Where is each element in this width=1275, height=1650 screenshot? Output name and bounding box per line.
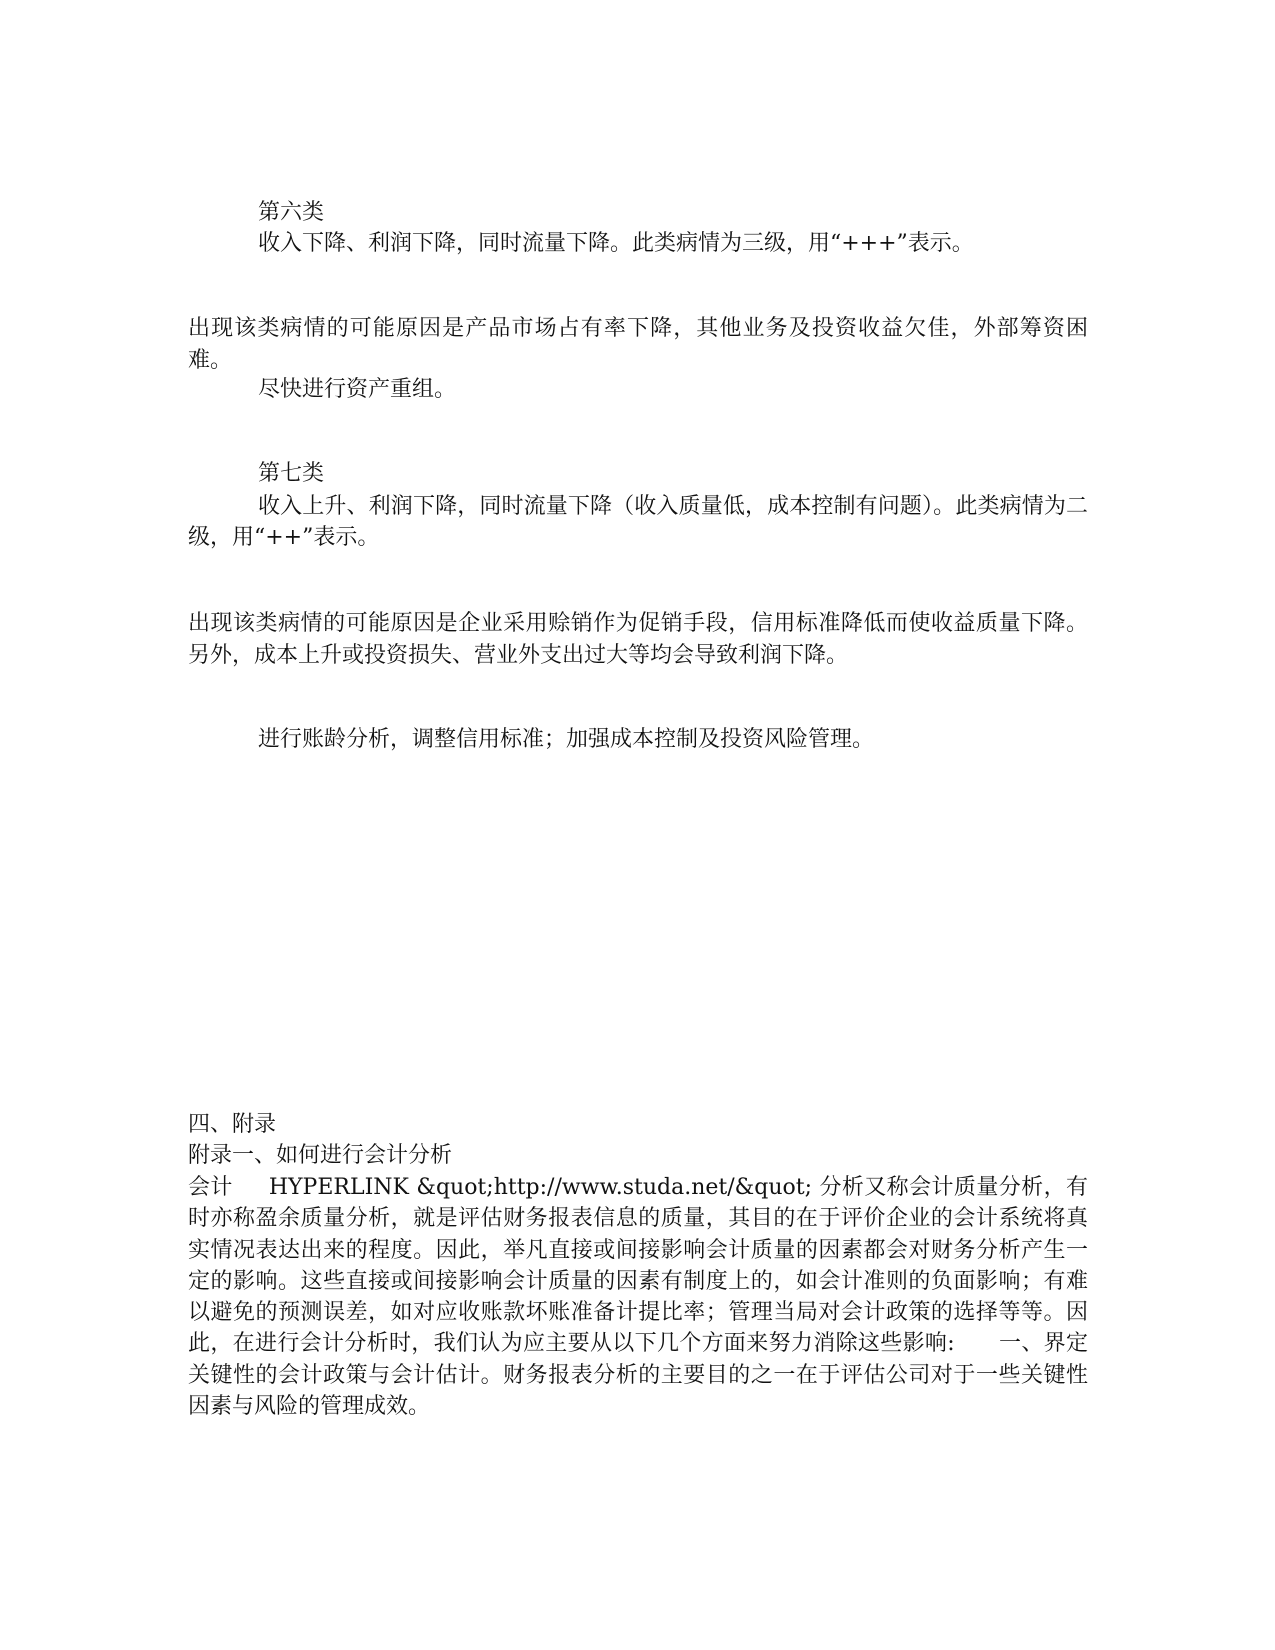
class6-remedy: 尽快进行资产重组。 bbox=[258, 377, 457, 402]
appendix-para-start: 会计 bbox=[188, 1175, 233, 1200]
appendix-subtitle: 附录一、如何进行会计分析 bbox=[188, 1143, 453, 1168]
hyperlink-field-code[interactable]: HYPERLINK &quot;http://www.studa.net/&quot; bbox=[268, 1175, 813, 1200]
class6-cause: 出现该类病情的可能原因是产品市场占有率下降，其他业务及投资收益欠佳，外部筹资困难。 bbox=[188, 316, 1088, 373]
appendix-para-body: 分析又称会计质量分析，有时亦称盈余质量分析，就是评估财务报表信息的质量，其目的在于评价企业的会计系统将真实情况表达出来的程度。因此，举凡直接或间接影响会计质量的因素都会对财务分析产生一定的影响。这些直接或间接影响会计质量的因素有制度上的，如会计准则的负面影响；有难以避免的预测误差，如对应收账款坏账准备计提比率；管理当局对会计政策的选择等等。因此，在进行会计分析时，我们认为应主要从以下几个方面来努力消除这些影响: bbox=[188, 1175, 1088, 1357]
appendix-para-tail: 一、界定关键性的会计政策与会计估计。财务报表分析的主要目的之一在于评估公司对于一些关键性因素与风险的管理成效。 bbox=[188, 1331, 1088, 1420]
class7-heading: 第七类 bbox=[258, 461, 325, 486]
class6-description: 收入下降、利润下降，同时流量下降。此类病情为三级，用“+++”表示。 bbox=[258, 231, 974, 256]
class6-heading: 第六类 bbox=[258, 200, 325, 225]
class7-description: 收入上升、利润下降，同时流量下降（收入质量低，成本控制有问题）。此类病情为二级，用“++”表示。 bbox=[188, 494, 1088, 550]
appendix-section-title: 四、附录 bbox=[188, 1112, 277, 1137]
appendix-paragraph bbox=[188, 1172, 1088, 1422]
class7-remedy: 进行账龄分析，调整信用标准；加强成本控制及投资风险管理。 bbox=[258, 727, 875, 752]
class7-cause: 出现该类病情的可能原因是企业采用赊销作为促销手段，信用标准降低而使收益质量下降。另外，成本上升或投资损失、营业外支出过大等均会导致利润下降。 bbox=[188, 611, 1088, 668]
